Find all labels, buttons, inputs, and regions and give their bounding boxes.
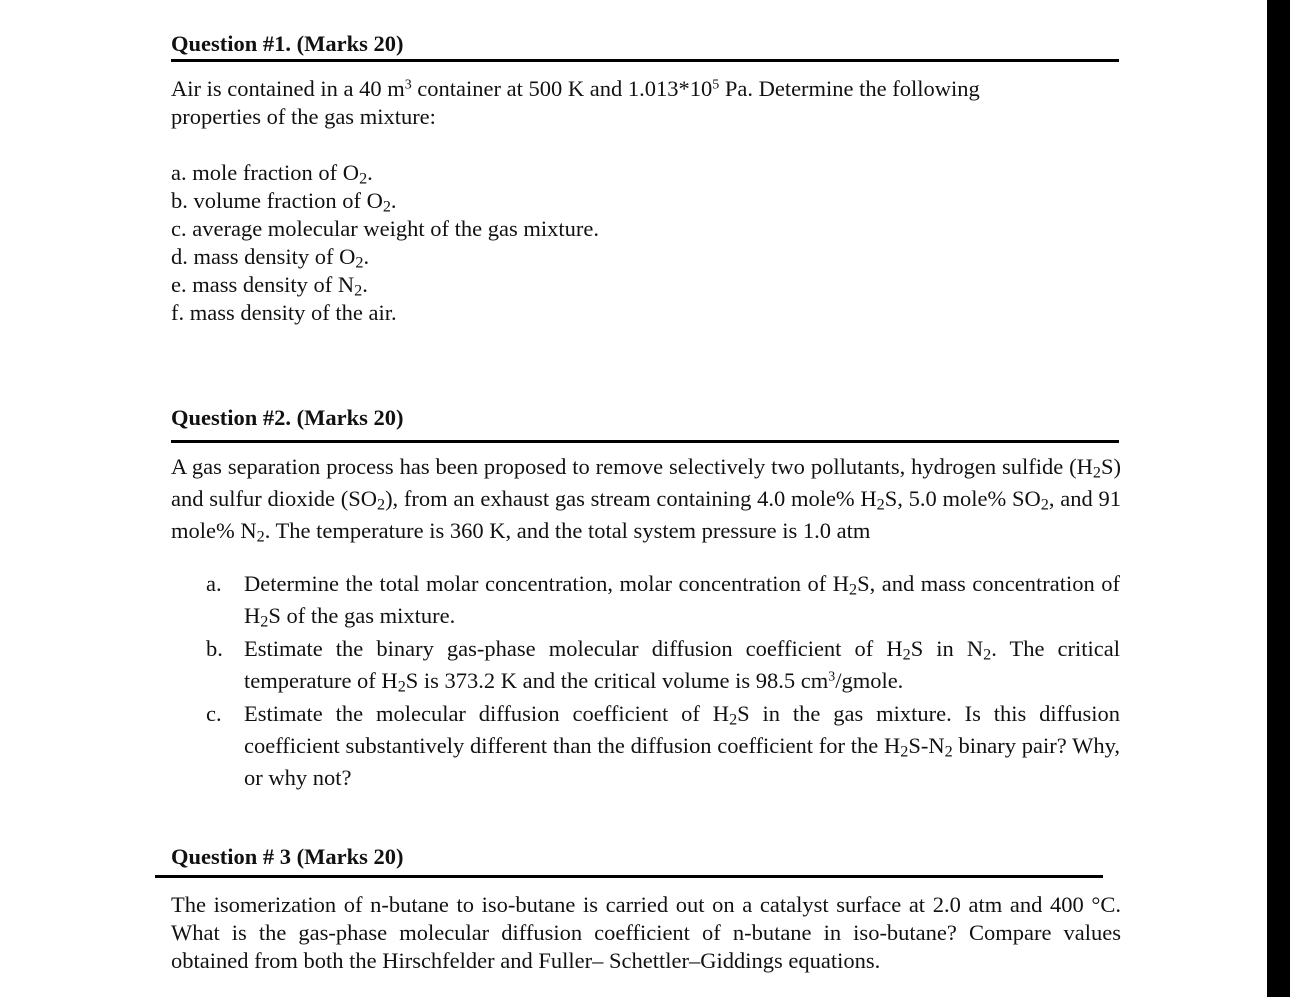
list-text: Estimate the binary gas-phase molecular diffusion coefficient of $H_2S$ in $N_2$. The critical temperature of $H_2S$ is 373.2 K and the critical volume is 98.5 $cm^3$/gmole.: [244, 636, 1121, 696]
list-item: b. volume fraction of $O_2$.: [171, 188, 397, 216]
list-letter: a.: [206, 571, 222, 596]
question-3-text: The isomerization of n-butane to iso-butane is carried out on a catalyst surface at 2.0 atm and 400 °C. What is the gas-phase molecular diffusion coefficient of n-butane in iso-butane? Compare values obtained from both the Hirschfelder and Fuller– Schettler–Giddings equations.: [171, 892, 1121, 973]
question-2-intro: A gas separation process has been proposed to remove selectively two pollutants, hydrogen sulfide $(H_2S)$ and sulfur dioxide $(SO_2)$, from an exhaust gas stream containing 4.0 mole% $H_2S$, 5.0 mole% $SO_2$, and 91 mole% $N_2$. The temperature is 360 K, and the total system pressure is 1.0 atm: [171, 454, 1121, 546]
list-item: [200, 633, 1120, 697]
screen-edge-bar: [1267, 0, 1290, 997]
question-2-title: Question #2. (Marks 20): [171, 405, 404, 430]
question-3-title: Question # 3 (Marks 20): [171, 844, 404, 869]
question-1-rule: [171, 59, 1119, 62]
list-item: d. mass density of $O_2$.: [171, 244, 370, 272]
question-3-rule: [155, 875, 1103, 878]
list-item: e. mass density of $N_2$.: [171, 272, 368, 300]
list-item: f. mass density of the air.: [171, 300, 397, 325]
question-1-list: [171, 159, 1071, 327]
list-text: Estimate the molecular diffusion coefficient of $H_2S$ in the gas mixture. Is this diffusion coefficient substantively different than the diffusion coefficient for the $H_2S-N_2$ binary pair? Why, or why not?: [244, 701, 1121, 790]
list-item: c. average molecular weight of the gas mixture.: [171, 216, 599, 241]
question-1-intro: Air is contained in a 40 $m^3$ container at 500 K and $1.013*10^5$ Pa. Determine the following properties of the gas mixture:: [171, 76, 980, 129]
list-letter: b.: [206, 636, 223, 661]
question-2-rule: [171, 440, 1119, 443]
list-item: [200, 568, 1120, 632]
question-1-title: Question #1. (Marks 20): [171, 31, 404, 56]
list-text: Determine the total molar concentration, molar concentration of $H_2S$, and mass concentration of $H_2S$ of the gas mixture.: [244, 571, 1120, 631]
list-letter: c.: [206, 701, 222, 726]
list-item: a. mole fraction of $O_2$.: [171, 160, 373, 188]
list-item: [200, 698, 1120, 794]
question-2-list: [200, 568, 1120, 795]
